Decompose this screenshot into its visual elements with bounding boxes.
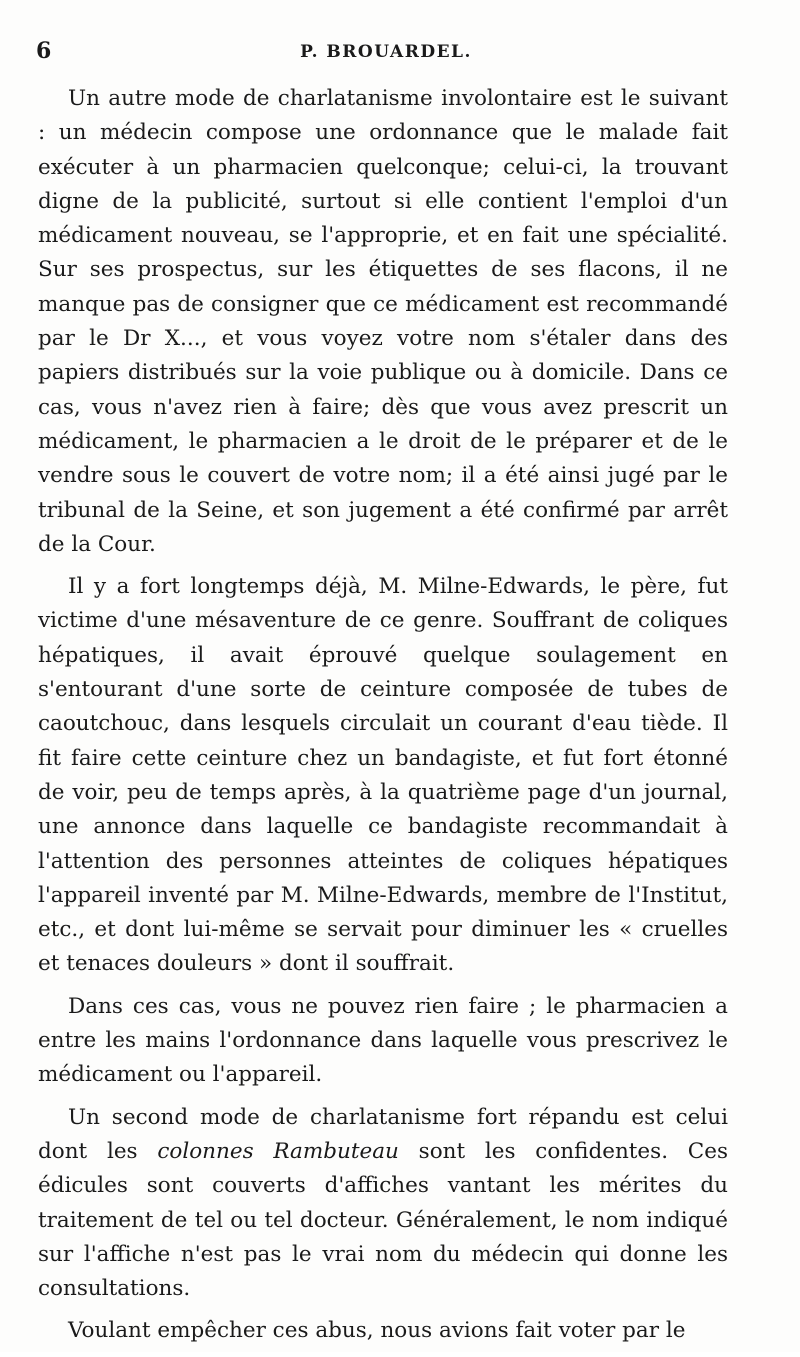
paragraph-3: Dans ces cas, vous ne pouvez rien faire ; le pharmacien a entre les mains l'ordonnance dans laquelle vous prescrivez le médicament ou l'appareil. <box>38 993 728 1088</box>
page-number: 6 <box>36 38 52 64</box>
body-text <box>38 82 728 1357</box>
running-head <box>36 38 736 68</box>
paragraph-4-end: sont les confidentes. Ces édicules sont couverts d'affiches vantant les mérites du traitement de tel ou tel docteur. Généralement, le nom indiqué sur l'affiche n'est pas le vrai nom du médecin qui donne les consultations. <box>38 1138 728 1302</box>
paragraph-4 <box>38 1101 728 1307</box>
paragraph-4-start: Un second mode de charlatanisme fort répandu est celui dont les <box>38 1104 728 1164</box>
paragraph-1: Un autre mode de charlatanisme involontaire est le suivant : un médecin compose une ordonnance que le malade fait exécuter à un pharmacien quelconque; celui-ci, la trouvant digne de la publicité, surtout si elle contient l'emploi d'un médicament nouveau, se l'approprie, et en fait une spécialité. Sur ses prospectus, sur les étiquettes de ses flacons, il ne manque pas de consigner que ce médicament est recommandé par le Dr X..., et vous voyez votre nom s'étaler dans des papiers distribués sur la voie publique ou à domicile. Dans ce cas, vous n'avez rien à faire; dès que vous avez prescrit un médicament, le pharmacien a le droit de le préparer et de le vendre sous le couvert de votre nom; il a été ainsi jugé par le tribunal de la Seine, et son jugement a été confirmé par arrêt de la Cour. <box>38 86 728 557</box>
paragraph-2: Il y a fort longtemps déjà, M. Milne-Edwards, le père, fut victime d'une mésaventure de ce genre. Souffrant de coliques hépatiques, il avait éprouvé quelque soulagement en s'entourant d'une sorte de ceinture composée de tubes de caoutchouc, dans lesquels circulait un courant d'eau tiède. Il fit faire cette ceinture chez un bandagiste, et fut fort étonné de voir, peu de temps après, à la quatrième page d'un journal, une annonce dans laquelle ce bandagiste recommandait à l'attention des personnes atteintes de coliques hépatiques l'appareil inventé par M. Milne-Edwards, membre de l'Institut, etc., et dont lui-même se servait pour diminuer les « cruelles et tenaces douleurs » dont il souffrait. <box>38 574 728 977</box>
paragraph-5: Voulant empêcher ces abus, nous avions fait voter par le <box>68 1318 686 1344</box>
running-title: P. BROUARDEL. <box>300 42 472 62</box>
italic-term: colonnes Rambuteau <box>157 1138 399 1164</box>
